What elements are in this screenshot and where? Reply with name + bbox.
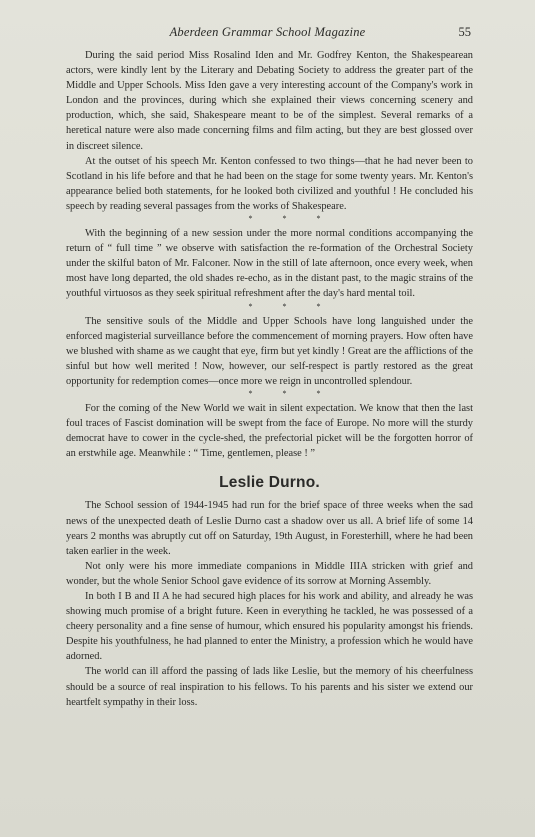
paragraph: The sensitive souls of the Middle and Upper Schools have long languished under the enforced magisterial surveillance before the commencement of morning prayers. How often have we blushed with shame as we caught that eye, firm but yet kindly ! Great are the afflictions of the sinful but how well merited ! Now, however, our self-respect is partly restored as the great opportunity for redemption comes—once more we reign in uncontrolled splendour. bbox=[66, 315, 473, 387]
article-body bbox=[66, 48, 473, 710]
running-header bbox=[0, 25, 535, 43]
paragraph: At the outset of his speech Mr. Kenton confessed to two things—that he had never been to Scotland in his life before and that he had been on the stage for some twenty years. Mr. Kenton's appearance belied both statements, for he looked both civilized and youthful ! He concluded his speech by reading several passages from the works of Shakespeare. bbox=[66, 155, 473, 212]
paragraph: In both I B and II A he had secured high places for his work and ability, and already he was showing much promise of a bright future. Keen in everything he tackled, he was possessed of a cheery personality and a fine sense of humour, which ensured his popularity amongst his friends. Despite his youthfulness, he had planned to enter the Ministry, a profession which he would have adorned. bbox=[66, 591, 473, 663]
section-separator: * * * bbox=[248, 388, 335, 398]
obituary-heading: Leslie Durno. bbox=[219, 474, 320, 492]
page-number: 55 bbox=[458, 25, 471, 39]
paragraph: The School session of 1944-1945 had run for the brief space of three weeks when the sad news of the unexpected death of Leslie Durno cast a shadow over us all. A brief life of some 14 years 2 months was abruptly cut off on Saturday, 19th August, in Foresterhill, where he had been taken earlier in the week. bbox=[66, 500, 473, 557]
paragraph: Not only were his more immediate companions in Middle IIIA stricken with grief and wonder, but the whole Senior School gave evidence of its sorrow at Morning Assembly. bbox=[66, 560, 473, 587]
paragraph: For the coming of the New World we wait in silent expectation. We know that then the last foul traces of Fascist domination will be swept from the face of Europe. No more will the sturdy democrat have to cower in the cycle-shed, the prefectorial picket will be the forgotten horror of an erstwhile age. Meanwhile : “ Time, gentlemen, please ! ” bbox=[66, 402, 473, 460]
magazine-title: Aberdeen Grammar School Magazine bbox=[169, 25, 366, 39]
section-separator: * * * bbox=[248, 214, 335, 224]
paragraph: During the said period Miss Rosalind Iden and Mr. Godfrey Kenton, the Shakespearean actors, were kindly lent by the Literary and Debating Society to address the greater part of the Middle and Upper Schools. Miss Iden gave a very interesting account of the Company's work in London and the provinces, during which she explained their views concerning scenery and production, which, she said, Shakespeare meant to be of the simplest. Several remarks of a heretical nature were also made concerning films and film acting, but they are best glossed over in discreet silence. bbox=[66, 50, 473, 152]
paragraph: The world can ill afford the passing of lads like Leslie, but the memory of his cheerfulness should be a source of real inspiration to his fellows. To his parents and his sister we extend our heartfelt sympathy in their loss. bbox=[66, 666, 473, 708]
section-separator: * * * bbox=[248, 301, 335, 311]
paragraph: With the beginning of a new session under the more normal conditions accompanying the return of “ full time ” we observe with satisfaction the re-formation of the Orchestral Society under the skilful baton of Mr. Falconer. Now in the still of late afternoon, once every week, when most have long departed, the old shades re-echo, as in the distant past, to the magic strains of the youthful virtuosos as they seek spiritual refreshment after the day's hard mental toil. bbox=[66, 228, 473, 300]
